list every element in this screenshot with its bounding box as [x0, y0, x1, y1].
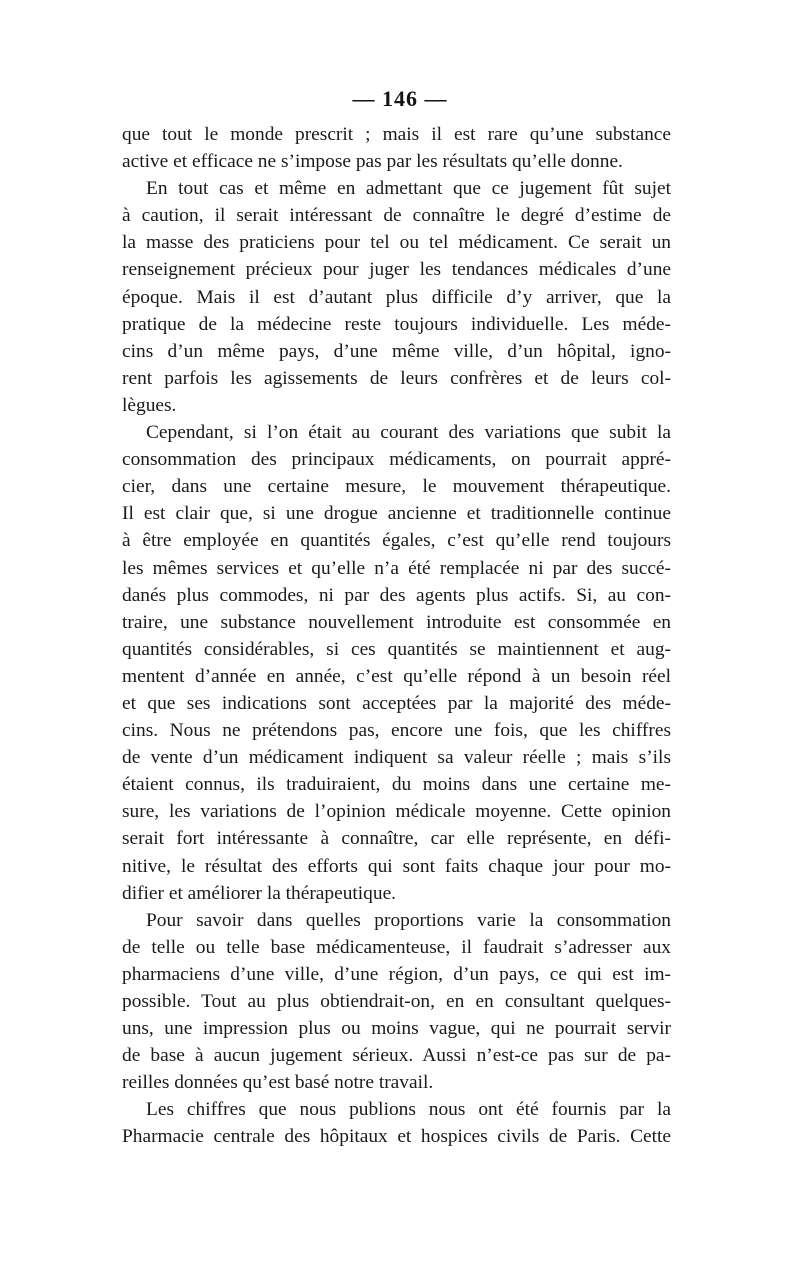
text-line: active et efficace ne s’impose pas par les résultats qu’elle donne.: [122, 151, 623, 173]
text-line: à être employée en quantités égales, c’est qu’elle rend toujours: [122, 530, 671, 552]
text-line: rent parfois les agissements de leurs confrères et de leurs col-: [122, 367, 671, 389]
text-line: mentent d’année en année, c’est qu’elle répond à un besoin réel: [122, 665, 671, 687]
text-line: quantités considérables, si ces quantités se maintiennent et aug-: [122, 638, 671, 660]
text-line: cins. Nous ne prétendons pas, encore une fois, que les chiffres: [122, 720, 671, 742]
text-line: cins d’un même pays, d’une même ville, d’un hôpital, igno-: [122, 340, 671, 362]
text-line: sure, les variations de l’opinion médicale moyenne. Cette opinion: [122, 801, 671, 823]
text-line: époque. Mais il est d’autant plus difficile d’y arriver, que la: [122, 286, 671, 308]
text-line: la masse des praticiens pour tel ou tel médicament. Ce serait un: [122, 232, 671, 254]
text-line: consommation des principaux médicaments, on pourrait appré-: [122, 449, 671, 471]
text-line: Cependant, si l’on était au courant des variations que subit la: [146, 422, 671, 444]
text-line: de telle ou telle base médicamenteuse, il faudrait s’adresser aux: [122, 936, 671, 958]
text-line: que tout le monde prescrit ; mais il est rare qu’une substance: [122, 124, 671, 145]
text-line: difier et améliorer la thérapeutique.: [122, 882, 397, 904]
text-line: lègues.: [122, 394, 177, 416]
text-line: Pharmacie centrale des hôpitaux et hospices civils de Paris. Cette: [122, 1126, 671, 1148]
text-line: à caution, il serait intéressant de connaître le degré d’estime de: [122, 205, 671, 227]
text-line: uns, une impression plus ou moins vague, qui ne pourrait servir: [122, 1018, 671, 1040]
text-line: Pour savoir dans quelles proportions varie la consommation: [146, 909, 671, 931]
text-line: cier, dans une certaine mesure, le mouvement thérapeutique.: [122, 476, 671, 498]
text-line: renseignement précieux pour juger les tendances médicales d’une: [122, 259, 671, 281]
text-line: Les chiffres que nous publions nous ont été fournis par la: [146, 1099, 671, 1121]
text-line: reilles données qu’est basé notre travail.: [122, 1072, 434, 1094]
text-line: de vente d’un médicament indiquent sa valeur réelle ; mais s’ils: [122, 747, 671, 769]
text-line: nitive, le résultat des efforts qui sont faits chaque jour pour mo-: [122, 855, 671, 877]
text-line: traire, une substance nouvellement introduite est consommée en: [122, 611, 671, 633]
text-line: étaient connus, ils traduiraient, du moins dans une certaine me-: [122, 774, 671, 796]
text-line: En tout cas et même en admettant que ce jugement fût sujet: [146, 178, 671, 200]
text-line: Il est clair que, si une drogue ancienne et traditionnelle continue: [122, 503, 671, 525]
text-line: serait fort intéressante à connaître, car elle représente, en défi-: [122, 828, 671, 850]
text-line: danés plus commodes, ni par des agents plus actifs. Si, au con-: [122, 584, 671, 606]
text-line: et que ses indications sont acceptées par la majorité des méde-: [122, 692, 671, 714]
text-line: de base à aucun jugement sérieux. Aussi n’est-ce pas sur de pa-: [122, 1045, 671, 1067]
page-number: — 146 —: [352, 86, 448, 111]
text-line: possible. Tout au plus obtiendrait-on, en en consultant quelques-: [122, 991, 671, 1012]
text-line: les mêmes services et qu’elle n’a été remplacée ni par des succé-: [122, 557, 671, 579]
body-text: [122, 121, 671, 1151]
text-line: pratique de la médecine reste toujours individuelle. Les méde-: [122, 313, 671, 335]
text-line: pharmaciens d’une ville, d’une région, d’un pays, ce qui est im-: [122, 963, 671, 985]
